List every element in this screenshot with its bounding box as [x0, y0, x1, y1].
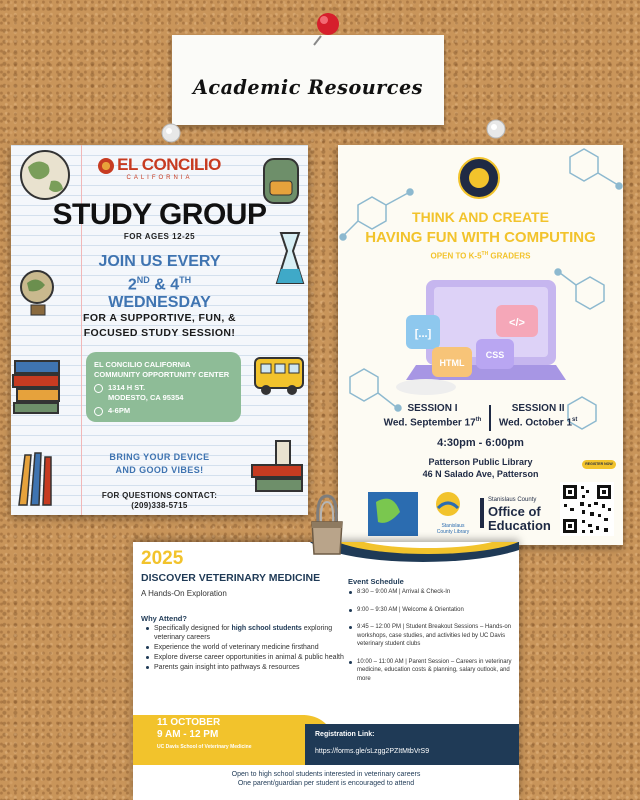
books-sticker-icon [11, 355, 63, 417]
location-pin-icon [94, 384, 103, 393]
list-item: Explore diverse career opportunities in animal & public health [145, 653, 345, 662]
why-attend-list [145, 624, 345, 673]
veterinary-flyer [133, 542, 519, 800]
address-row: 1314 H ST. MODESTO, CA 95354 [94, 383, 233, 403]
study-group-flyer [11, 145, 308, 515]
contact-info: FOR QUESTIONS CONTACT: (209)338-5715 [101, 491, 218, 510]
laptop-illustration [396, 275, 576, 400]
session-time: 4:30pm - 6:00pm [437, 437, 524, 449]
venue-box [86, 352, 241, 422]
code-tag-html: HTML [439, 358, 465, 368]
time-row: 4-6PM [94, 406, 233, 416]
venue-subname: COMMUNITY OPPORTUNITY CENTER [94, 370, 230, 379]
registration-link[interactable]: https://forms.gle/sLzgg2PZItMtbVrS9 [315, 748, 430, 755]
school-bus-sticker-icon [251, 350, 307, 400]
event-date-time: 11 OCTOBER 9 AM - 12 PM [157, 717, 221, 740]
session-2: SESSION II Wed. October 1st [498, 403, 578, 429]
list-item: 9:00 – 9:30 AM | Welcome & Orientation [348, 606, 513, 615]
schedule-list [348, 588, 513, 692]
schedule-heading: Event Schedule [348, 577, 404, 586]
office-of-education-logo: Stanislaus County Office of Education [488, 497, 551, 533]
logo-subtitle: CALIFORNIA [126, 175, 193, 181]
registration-heading: Registration Link: [315, 731, 375, 738]
globe-stand-sticker-icon [15, 265, 55, 320]
event-title: DISCOVER VETERINARY MEDICINE [141, 572, 321, 584]
tagline: FOR A SUPPORTIVE, FUN, & FOCUSED STUDY SESSION! [83, 312, 236, 339]
clock-icon [94, 407, 103, 416]
having-fun-heading: HAVING FUN WITH COMPUTING [365, 229, 596, 246]
invest-in-me-badge [458, 157, 500, 199]
join-schedule-text [51, 253, 268, 312]
library-location: Patterson Public Library 46 N Salado Ave, Patterson [422, 457, 539, 479]
session-1: SESSION I Wed. September 17th [383, 403, 482, 429]
list-item: 8:30 – 9:00 AM | Arrival & Check-In [348, 588, 513, 597]
code-tag-css: CSS [485, 350, 505, 360]
ages-text: FOR AGES 12-25 [123, 232, 196, 241]
computing-flyer [338, 145, 623, 545]
academic-resources-banner [172, 35, 444, 125]
list-item: Experience the world of veterinary medicine firsthand [145, 643, 345, 652]
code-tag-brackets: [...] [414, 328, 432, 340]
library-logo-text: Stanislaus County Library [436, 523, 470, 535]
list-item: 10:00 – 11:00 AM | Parent Session – Careers in veterinary medicine, education costs & planning, salary outlook, and more [348, 658, 513, 684]
qr-code[interactable] [560, 482, 614, 536]
join-line-3: WEDNESDAY [108, 294, 211, 312]
study-group-title: STUDY GROUP [52, 198, 267, 231]
code-tag-slash: </> [509, 317, 525, 329]
red-pushpin-icon [308, 10, 344, 46]
grade-range-text: OPEN TO K-5TH GRADERS [430, 251, 531, 261]
event-subtitle: A Hands-On Exploration [141, 589, 227, 598]
eligibility-note: Open to high school students interested in veterinary careers One parent/guardian per student is encouraged to attend [231, 771, 421, 787]
event-year: 2025 [141, 548, 184, 569]
join-line-2: 2ND & 4TH [127, 275, 192, 294]
el-concilio-logo-icon [98, 158, 114, 174]
join-line-1: JOIN US EVERY [98, 253, 221, 270]
register-now-button[interactable]: REGISTER NOW [582, 460, 616, 469]
binder-clip-icon [310, 492, 344, 556]
banner-title: Academic Resources [193, 75, 423, 99]
venue-name: EL CONCILIO CALIFORNIA [94, 360, 191, 369]
white-pushpin-icon [485, 118, 507, 140]
logo-name: EL CONCILIO [117, 155, 221, 174]
el-concilio-logo [11, 155, 308, 181]
bring-device-text: BRING YOUR DEVICE AND GOOD VIBES! [109, 452, 210, 475]
list-item: Parents gain insight into pathways & resources [145, 663, 345, 672]
list-item: Specifically designed for high school students exploring veterinary careers [145, 624, 345, 642]
sessions-row [348, 403, 613, 431]
list-item: 9:45 – 12:00 PM | Student Breakout Sessions – Hands-on workshops, case studies, and activities led by UC Davis veterinary student clubs [348, 623, 513, 649]
host-school: UC Davis School of Veterinary Medicine [157, 744, 252, 750]
white-pushpin-icon [160, 122, 182, 144]
think-and-create-heading: THINK AND CREATE [412, 209, 549, 225]
why-attend-heading: Why Attend? [141, 614, 187, 623]
